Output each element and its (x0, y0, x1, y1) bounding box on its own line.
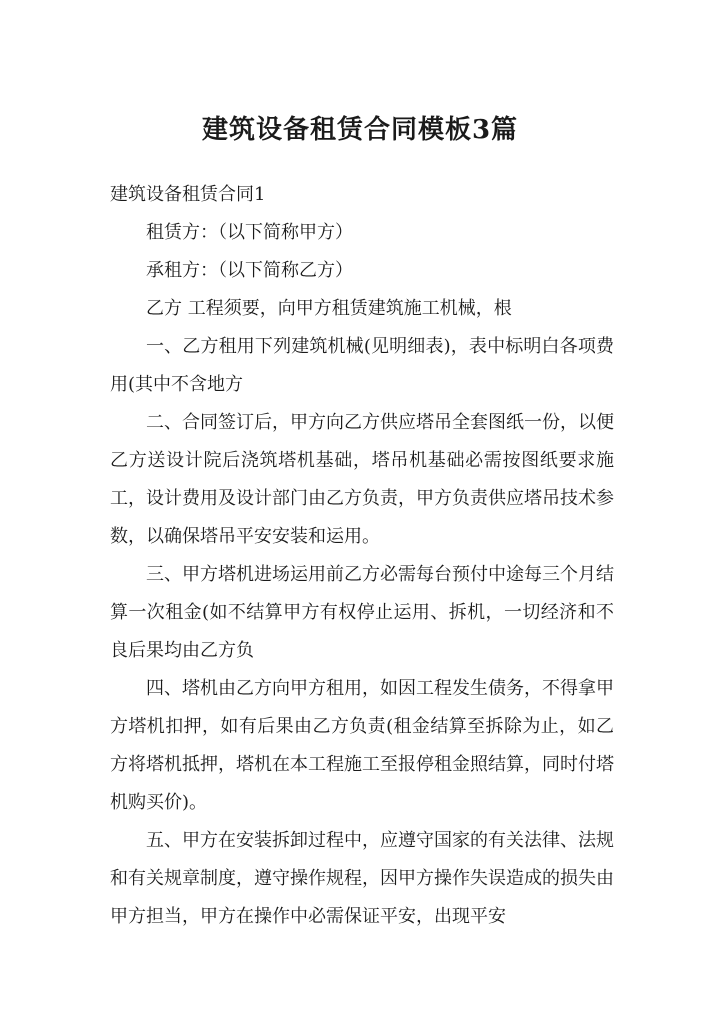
paragraph-clause-3: 三、甲方塔机进场运用前乙方必需每台预付中途每三个月结算一次租金(如不结算甲方有权停止运用、拆机，一切经济和不良后果均由乙方负 (110, 564, 614, 661)
paragraph-clause-1: 一、乙方租用下列建筑机械(见明细表)，表中标明白各项费用(其中不含地方 (110, 336, 614, 395)
document-body (110, 176, 614, 936)
paragraph-clause-5: 五、甲方在安装拆卸过程中，应遵守国家的有关法律、法规和有关规章制度，遵守操作规程，因甲方操作失误造成的损失由甲方担当，甲方在操作中必需保证平安，出现平安 (110, 830, 614, 927)
paragraph-clause-4: 四、塔机由乙方向甲方租用，如因工程发生债务，不得拿甲方塔机扣押，如有后果由乙方负责(租金结算至拆除为止，如乙方将塔机抵押，塔机在本工程施工至报停租金照结算，同时付塔机购买价)。 (110, 678, 614, 813)
paragraph-intro: 乙方 工程须要，向甲方租赁建筑施工机械，根 (146, 298, 512, 319)
paragraph-clause-2: 二、合同签订后，甲方向乙方供应塔吊全套图纸一份，以便乙方送设计院后浇筑塔机基础，塔吊机基础必需按图纸要求施工，设计费用及设计部门由乙方负责，甲方负责供应塔吊技术参数，以确保塔吊平安安装和运用。 (110, 412, 614, 547)
section-heading: 建筑设备租赁合同1 (110, 184, 266, 205)
paragraph-lessee: 承租方：（以下简称乙方） (146, 260, 353, 281)
document-title: 建筑设备租赁合同模板3篇 (201, 115, 519, 145)
paragraph-lessor: 租赁方：（以下简称甲方） (146, 222, 353, 243)
